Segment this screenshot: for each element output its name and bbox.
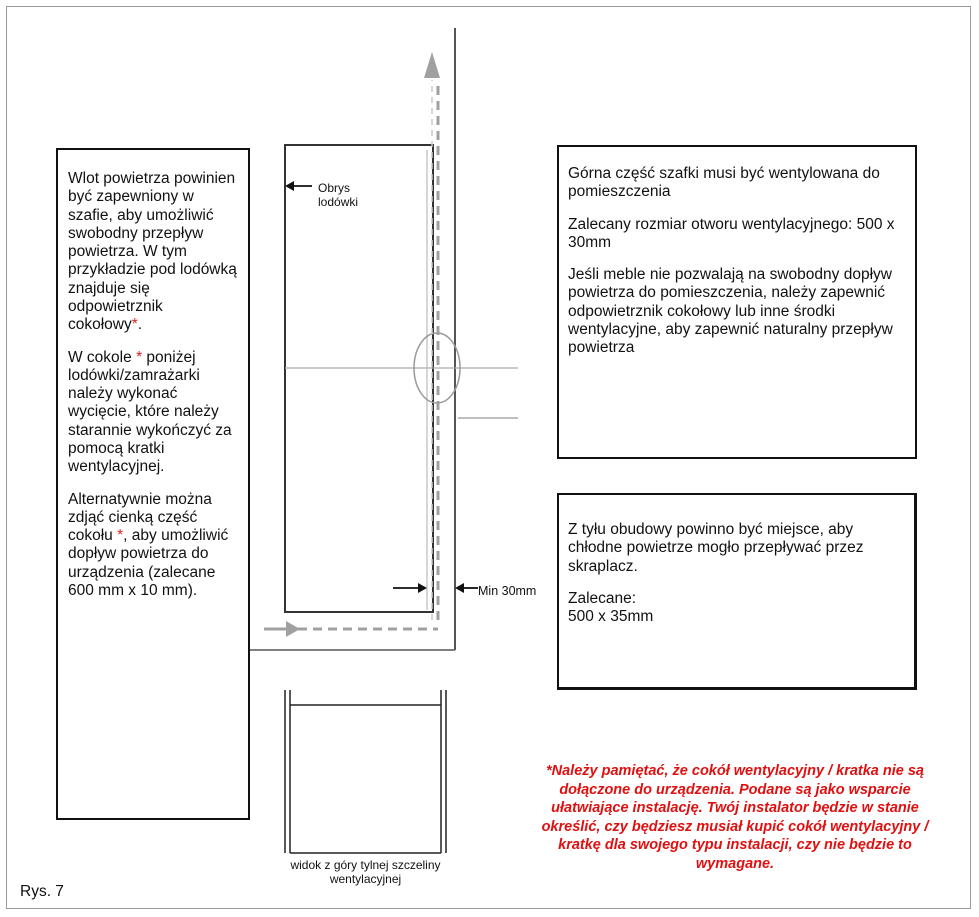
outline-label-line2: lodówki <box>318 194 359 209</box>
asterisk: * <box>136 348 143 366</box>
alternative-paragraph: Alternatywnie można zdjąć cienką część cokołu *, aby umożliwić dopływ powietrza do urządzenia (zalecane 600 mm x 10 mm). <box>68 490 229 599</box>
min-gap-label: Min 30mm <box>478 584 537 598</box>
fridge-outline <box>285 145 433 612</box>
rear-gap-paragraph: Z tyłu obudowy powinno być miejsce, aby chłodne powietrze mogło przepływać przez skraplacz. <box>568 521 864 575</box>
airflow-inlet-arrowhead <box>286 621 300 637</box>
rear-gap-textbox <box>557 493 917 690</box>
vent-size-paragraph: Zalecany rozmiar otworu wentylacyjnego: 500 x 30mm <box>568 215 895 251</box>
asterisk: * <box>117 527 124 545</box>
top-view-caption: widok z góry tylnej szczeliny wentylacyjnej <box>290 858 441 886</box>
top-view-gap-drawing <box>285 690 446 853</box>
top-ventilation-textbox <box>557 145 917 459</box>
outline-label-line1: Obrys <box>318 181 351 195</box>
plinth-cutout-paragraph: W cokole * poniżej lodówki/zamrażarki należy wykonać wycięcie, które należy starannie wykończyć za pomocą kratki wentylacyjnej. <box>68 348 232 476</box>
fridge-outline-label <box>318 182 358 210</box>
figure-label: Rys. 7 <box>20 883 64 900</box>
air-inlet-paragraph: Wlot powietrza powinien być zapewniony w szafie, aby umożliwić swobodny przepływ powietrza. W tym przykładzie pod lodówką znajduje się odpowietrznik cokołowy*. <box>68 170 237 334</box>
airflow-up-arrowhead <box>424 52 440 78</box>
top-ventilation-paragraph: Górna część szafki musi być wentylowana do pomieszczenia <box>568 165 880 201</box>
air-inlet-textbox <box>56 148 250 820</box>
recommended-size-paragraph: Zalecane: 500 x 35mm <box>568 589 654 626</box>
asterisk: * <box>131 316 138 334</box>
disclaimer-note: *Należy pamiętać, że cokół wentylacyjny / kratka nie są dołączone do urządzenia. Podane są jako wsparcie ułatwiające instalację. Twój instalator będzie w stanie określić, czy będziesz musiał kupić cokół wentylacyjny / kratkę dla swojego typu instalacji, czy nie będzie to wymagane. <box>541 763 929 872</box>
furniture-airflow-paragraph: Jeśli meble nie pozwalają na swobodny dopływ powietrza do pomieszczenia, należy zapewnić odpowietrznik cokołowy lub inne środki wentylacyjne, aby zapewnić naturalny przepływ powietrza <box>568 266 893 357</box>
